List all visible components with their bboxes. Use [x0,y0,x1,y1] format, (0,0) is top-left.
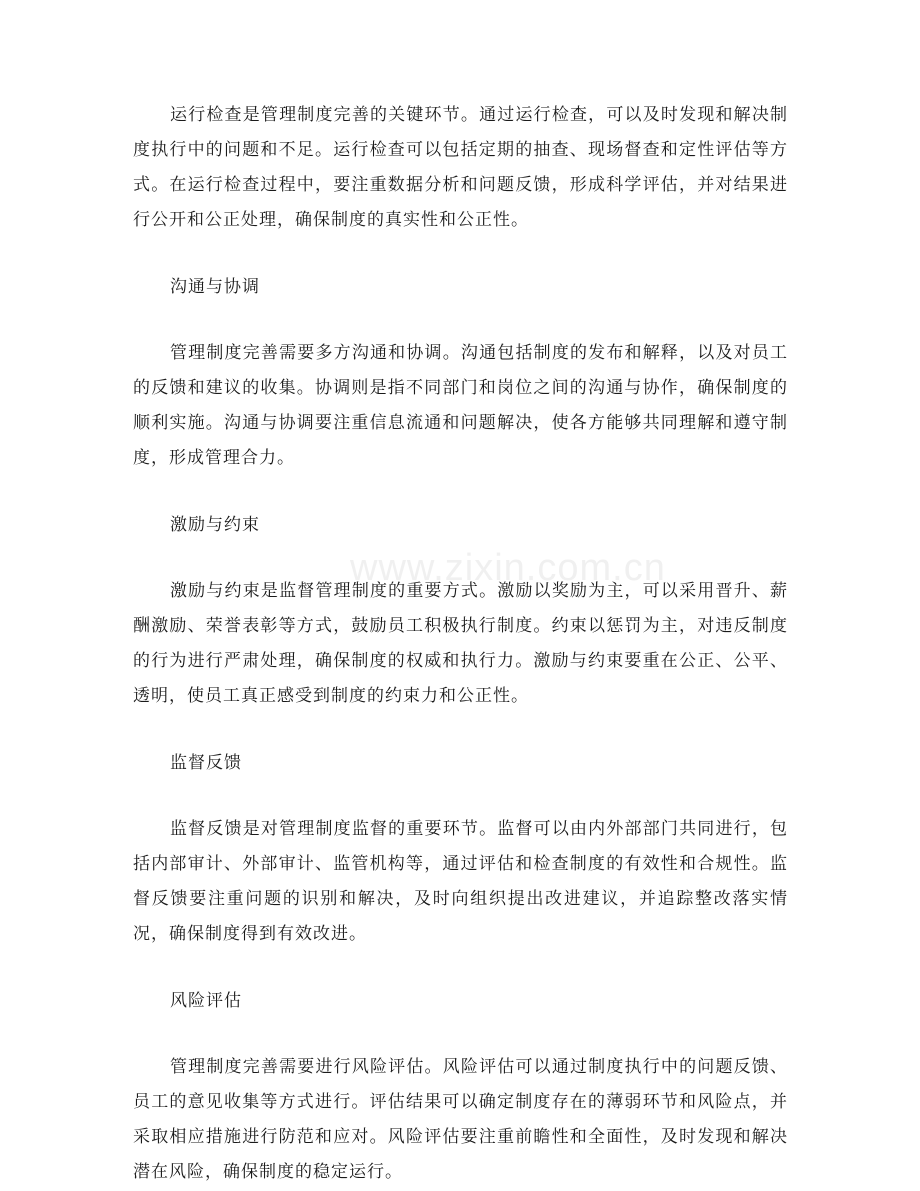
spacer [133,476,788,508]
spacer [133,543,788,574]
spacer [133,238,788,270]
heading-incentive: 激励与约束 [170,515,260,535]
watermark: www.zixin.com.cn [350,547,666,589]
paragraph-risk: 管理制度完善需要进行风险评估。风险评估可以通过制度执行中的问题反馈、员工的意见收集等方式进行。评估结果可以确定制度存在的薄弱环节和风险点，并采取相应措施进行防范和应对。风险评估要注重前瞻性和全面性，及时发现和解决潜在风险，确保制度的稳定运行。 [133,1057,788,1182]
paragraph-communication: 管理制度完善需要多方沟通和协调。沟通包括制度的发布和解释，以及对员工的反馈和建议的收集。协调则是指不同部门和岗位之间的沟通与协作，确保制度的顺利实施。沟通与协调要注重信息流通和问题解决，使各方能够共同理解和遵守制度，形成管理合力。 [133,343,788,468]
spacer [133,305,788,336]
paragraph-operation-check: 运行检查是管理制度完善的关键环节。通过运行检查，可以及时发现和解决制度执行中的问题和不足。运行检查可以包括定期的抽查、现场督查和定性评估等方式。在运行检查过程中，要注重数据分析和问题反馈，形成科学评估，并对结果进行公开和公正处理，确保制度的真实性和公正性。 [133,105,788,230]
heading-risk: 风险评估 [170,991,242,1011]
paragraph-incentive: 激励与约束是监督管理制度的重要方式。激励以奖励为主，可以采用晋升、薪酬激励、荣誉表彰等方式，鼓励员工积极执行制度。约束以惩罚为主，对违反制度的行为进行严肃处理，确保制度的权威和执行力。激励与约束要重在公正、公平、透明，使员工真正感受到制度的约束力和公正性。 [133,581,788,706]
paragraph-supervision: 监督反馈是对管理制度监督的重要环节。监督可以由内外部部门共同进行，包括内部审计、外部审计、监管机构等，通过评估和检查制度的有效性和合规性。监督反馈要注重问题的识别和解决，及时向组织提出改进建议，并追踪整改落实情况，确保制度得到有效改进。 [133,819,788,944]
heading-supervision: 监督反馈 [170,753,242,773]
spacer [133,781,788,812]
spacer [133,714,788,746]
document-body [133,98,788,1190]
heading-communication: 沟通与协调 [170,277,260,297]
spacer [133,1019,788,1050]
spacer [133,952,788,984]
